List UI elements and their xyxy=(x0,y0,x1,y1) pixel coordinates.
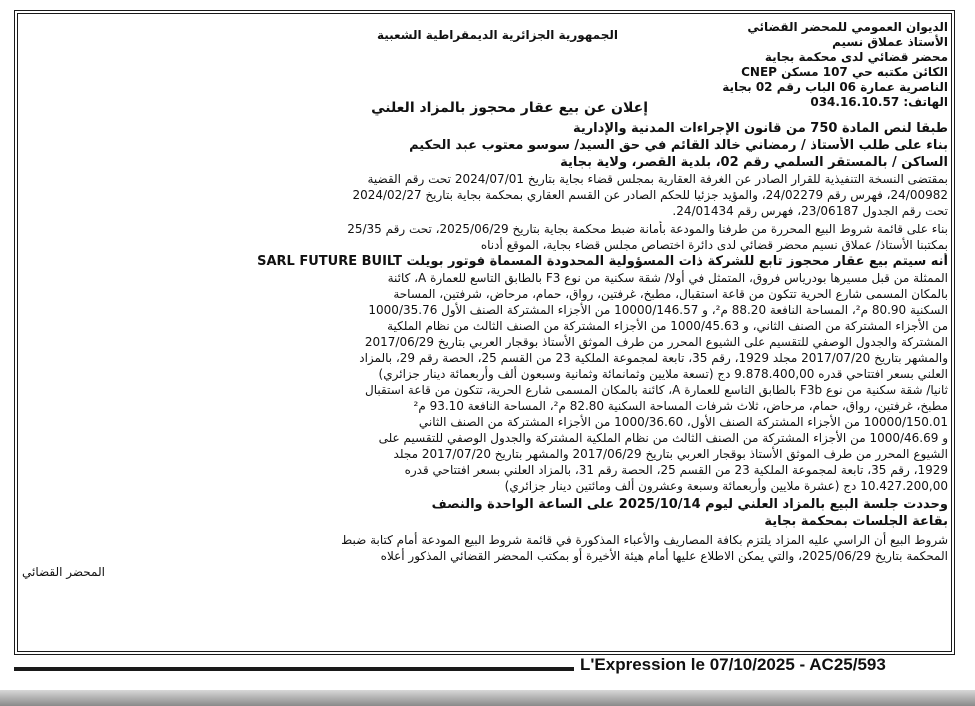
republic-heading: الجمهورية الجزائرية الديمقراطية الشعبية xyxy=(376,28,618,42)
body-line: بمقتضى النسخة التنفيذية للقرار الصادر عن الغرفة العقارية بمجلس قضاء بجاية بتاريخ 2024/07/01 تحت رقم القضية xyxy=(367,172,948,186)
footer-rule xyxy=(14,667,574,671)
requester-line: بناء على طلب الأستاذ / رمضاني خالد القائم في حق السيد/ سوسو معتوب عبد الحكيم xyxy=(409,138,948,153)
court-line: الهاتف: 034.16.10.57 xyxy=(810,95,948,109)
legal-basis: طبقا لنص المادة 750 من قانون الإجراءات المدنية والإدارية xyxy=(572,121,948,136)
auction-date-line: وحددت جلسة البيع بالمزاد العلني ليوم 2025/10/14 على الساعة الواحدة والنصف xyxy=(431,497,948,512)
company-line: أنه سيتم بيع عقار محجوز تابع للشركة ذات المسؤولية المحدودة المسماة فوتور بويلت SARL FUTURE BUILT xyxy=(257,254,948,269)
body-line: بناء على قائمة شروط البيع المحررة من طرفنا والمودعة بأمانة ضبط محكمة بجاية بتاريخ 2025/06/29، تحت رقم 25/35 xyxy=(347,222,948,236)
court-line: الكائن مكتبه حي 107 مسكن CNEP xyxy=(741,65,948,79)
body-line: السكنية 80.90 م²، المساحة النافعة 88.20 م²، و 10000/146.57 من الأجزاء المشتركة الصنف الأول 1000/35.76 xyxy=(368,303,948,317)
body-line: مطبخ، غرفتين، رواق، حمام، مرحاض، ثلاث شرفات المساحة السكنية 82.80 م²، المساحة النافعة 93.10 م² xyxy=(413,399,948,413)
body-line: الممثلة من قبل مسيرها بودرياس فروق، المتمثل في أولا/ شقة سكنية من نوع F3 بالطابق التاسع للعمارة A، كائنة xyxy=(387,271,948,285)
body-line: 1929، رقم 35، تابعة لمجموعة الملكية 23 من القسم 25، الحصة رقم 31، بالمزاد العلني بسعر افتتاحي قدره xyxy=(404,463,948,477)
court-line: الناصرية عمارة 06 الباب رقم 02 بجاية xyxy=(722,80,948,94)
body-line: المحكمة بتاريخ 2025/06/29، والتي يمكن الاطلاع عليها أمام هيئة الأخيرة أو بمكتب المحضر القضائي المذكور أعلاه xyxy=(380,549,948,563)
residence-line: الساكن / بالمستقر السلمي رقم 02، بلدية القصر، ولاية بجاية xyxy=(560,155,948,170)
body-line: 24/00982، فهرس رقم 24/02279، والمؤيد جزئيا للحكم الصادر عن القسم العقاري بمحكمة بجاية بتاريخ 2024/02/27 xyxy=(352,188,948,202)
court-officer-block xyxy=(648,20,948,110)
body-line: العلني بسعر افتتاحي قدره 9.878.400,00 دج (تسعة ملايين وثمانمائة وثمانية وسبعون ألف وأربعمائة دينار جزائري) xyxy=(378,367,948,381)
court-line: محضر قضائي لدى محكمة بجاية xyxy=(764,50,948,64)
body-line: المشتركة والجدول الوصفي للتقسيم على الشيوع المحرر من طرف الموثق الأستاذ بوقجار العربي بتاريخ 2017/06/29 xyxy=(364,335,948,349)
signature-label: المحضر القضائي xyxy=(22,565,105,579)
body-line: تحت رقم الجدول 23/06187، فهرس رقم 24/01434. xyxy=(672,204,948,218)
notice-body xyxy=(22,20,948,650)
body-line: من الأجزاء المشتركة من الصنف الثاني، و 1000/45.63 من الأجزاء المشتركة من الصنف الثالث من نظام الملكية xyxy=(387,319,948,333)
body-line: 10000/150.01 من الأجزاء المشتركة الصنف الأول، 1000/36.60 من الأجزاء المشتركة من الصنف الثاني xyxy=(418,415,948,429)
body-line: بالمكان المسمى شارع الحرية تتكون من قاعة استقبال، مطبخ، غرفتين، رواق، حمام، مرحاض، شرفتين، المساحة xyxy=(393,287,948,301)
auction-venue-line: بقاعة الجلسات بمحكمة بجاية xyxy=(764,514,948,529)
publication-footer xyxy=(0,655,975,683)
body-line: 10.427.200,00 دج (عشرة ملايين وأربعمائة وسبعة وعشرون ألف ومائتين دينار جزائري) xyxy=(504,479,948,493)
court-line: الأستاذ عملاق نسيم xyxy=(832,35,948,49)
body-line: والمشهر بتاريخ 2017/07/20 مجلد 1929، رقم 35، تابعة لمجموعة الملكية 23 من القسم 25، الحصة رقم 29، بالمزاد xyxy=(359,351,948,365)
body-line: ثانيا/ شقة سكنية من نوع F3b بالطابق التاسع للعمارة A، كائنة بالمكان المسمى شارع الحرية، تتكون من قاعة استقبال xyxy=(365,383,948,397)
body-line: الشيوع المحرر من طرف الموثق الأستاذ بوقجار العربي بتاريخ 2017/06/29 والمشهر بتاريخ 2017/07/20 مجلد xyxy=(393,447,948,461)
notice-header xyxy=(22,20,948,120)
court-line: الديوان العمومي للمحضر القضائي xyxy=(747,20,948,34)
notice-title: إعلان عن بيع عقار محجوز بالمزاد العلني xyxy=(371,100,648,116)
body-line: شروط البيع أن الراسي عليه المزاد يلتزم بكافة المصاريف والأعباء المذكورة في قائمة شروط البيع المودعة أمام كتابة ضبط xyxy=(341,533,948,547)
body-line: و 1000/46.69 من الأجزاء المشتركة من الصنف الثالث من نظام الملكية المشتركة والجدول الوصفي للتقسيم على xyxy=(378,431,948,445)
page-bottom-edge xyxy=(0,690,975,706)
publication-reference: L'Expression le 07/10/2025 - AC25/593 xyxy=(580,655,886,674)
body-line: بمكتبنا الأستاذ/ عملاق نسيم محضر قضائي لدى دائرة اختصاص مجلس قضاء بجاية، الموقع أدناه xyxy=(480,238,948,252)
